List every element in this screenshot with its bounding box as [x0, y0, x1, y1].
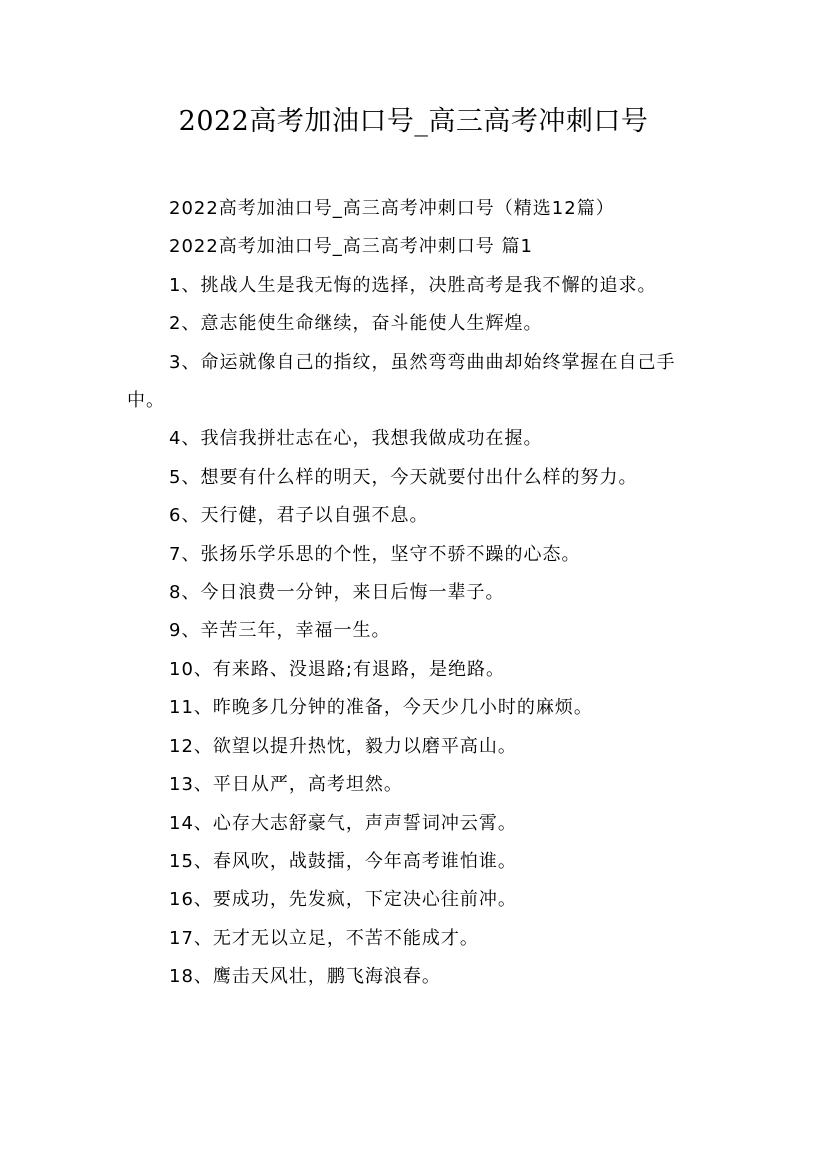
- slogan-item: 6、天行健，君子以自强不息。: [169, 505, 429, 527]
- slogan-item: 3、命运就像自己的指纹，虽然弯弯曲曲却始终掌握在自己手中。: [127, 351, 676, 412]
- slogan-item: 13、平日从严，高考坦然。: [169, 774, 403, 796]
- slogan-item: 9、辛苦三年，幸福一生。: [169, 620, 391, 642]
- slogan-item: 12、欲望以提升热忱，毅力以磨平高山。: [169, 735, 517, 757]
- slogan-item: 10、有来路、没退路;有退路，是绝路。: [169, 658, 505, 680]
- slogan-item: 4、我信我拼壮志在心，我想我做成功在握。: [169, 428, 543, 450]
- document-subtitle: 2022高考加油口号_高三高考冲刺口号（精选12篇）: [169, 198, 615, 219]
- section-heading: 2022高考加油口号_高三高考冲刺口号 篇1: [169, 236, 533, 258]
- slogan-item: 11、昨晚多几分钟的准备，今天少几小时的麻烦。: [169, 697, 593, 719]
- slogan-item: 7、张扬乐学乐思的个性，坚守不骄不躁的心态。: [169, 543, 581, 565]
- slogan-item: 14、心存大志舒豪气，声声誓词冲云霄。: [169, 812, 517, 834]
- slogan-item: 2、意志能使生命继续，奋斗能使人生辉煌。: [169, 313, 543, 335]
- slogan-item: 16、要成功，先发疯，下定决心往前冲。: [169, 889, 517, 911]
- slogan-item: 18、鹰击天风壮，鹏飞海浪春。: [169, 966, 441, 988]
- document-body: [127, 190, 701, 997]
- document-title: 2022高考加油口号_高三高考冲刺口号: [178, 106, 649, 137]
- slogan-item: 15、春风吹，战鼓擂，今年高考谁怕谁。: [169, 850, 517, 872]
- slogan-item: 1、挑战人生是我无悔的选择，决胜高考是我不懈的追求。: [169, 274, 657, 296]
- slogan-item: 8、今日浪费一分钟，来日后悔一辈子。: [169, 582, 505, 604]
- slogan-item: 17、无才无以立足，不苦不能成才。: [169, 927, 479, 949]
- slogan-item: 5、想要有什么样的明天，今天就要付出什么样的努力。: [169, 466, 638, 488]
